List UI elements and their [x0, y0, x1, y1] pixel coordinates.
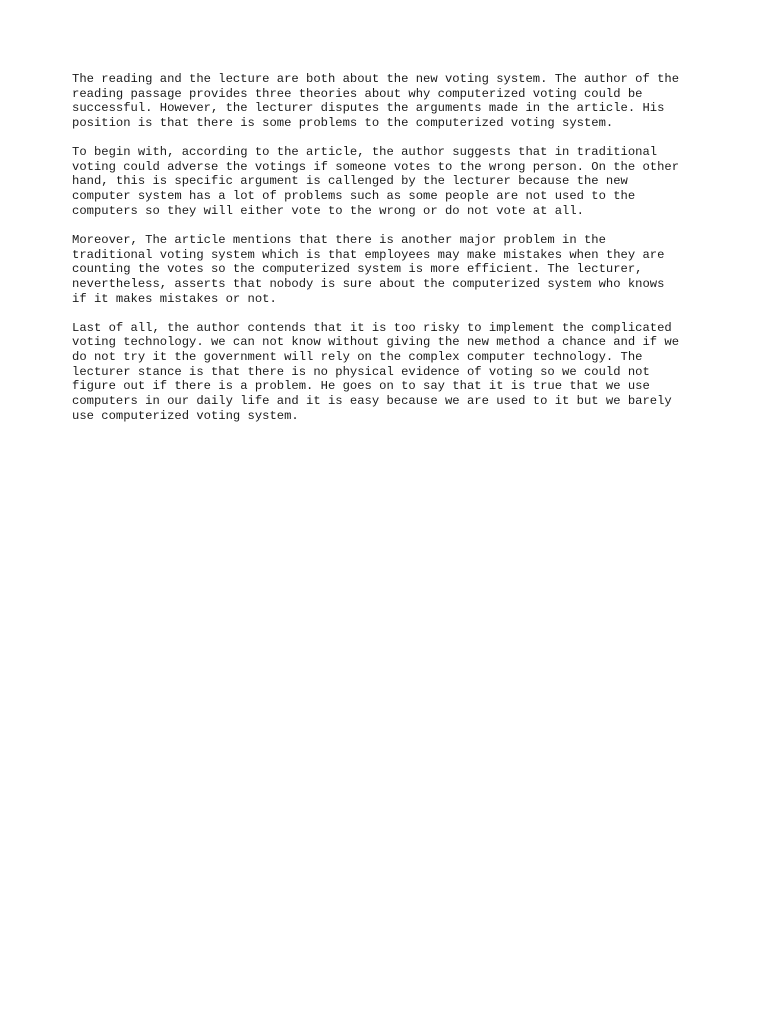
- paragraph-second-point: Moreover, The article mentions that there is another major problem in the traditional voting system which is that employees may make mistakes when they are counting the votes so the computerized system is more efficient. The lecturer, nevertheless, asserts that nobody is sure about the computerized system who knows if it makes mistakes or not.: [72, 232, 665, 306]
- paragraph-third-point: Last of all, the author contends that it is too risky to implement the complicated voting technology. we can not know without giving the new method a chance and if we do not try it the government will rely on the complex computer technology. The lecturer stance is that there is no physical evidence of voting so we could not figure out if there is a problem. He goes on to say that it is true that we use computers in our daily life and it is easy because we are used to it but we barely use computerized voting system.: [72, 320, 680, 423]
- paragraph-first-point: To begin with, according to the article, the author suggests that in traditional voting could adverse the votings if someone votes to the wrong person. On the other hand, this is specific argument is callenged by the lecturer because the new computer system has a lot of problems such as some people are not used to the computers so they will either vote to the wrong or do not vote at all.: [72, 145, 680, 218]
- document-body: [72, 72, 712, 438]
- paragraph-introduction: The reading and the lecture are both about the new voting system. The author of the reading passage provides three theories about why computerized voting could be successful. However, the lecturer disputes the arguments made in the article. His position is that there is some problems to the computerized voting system.: [72, 72, 680, 130]
